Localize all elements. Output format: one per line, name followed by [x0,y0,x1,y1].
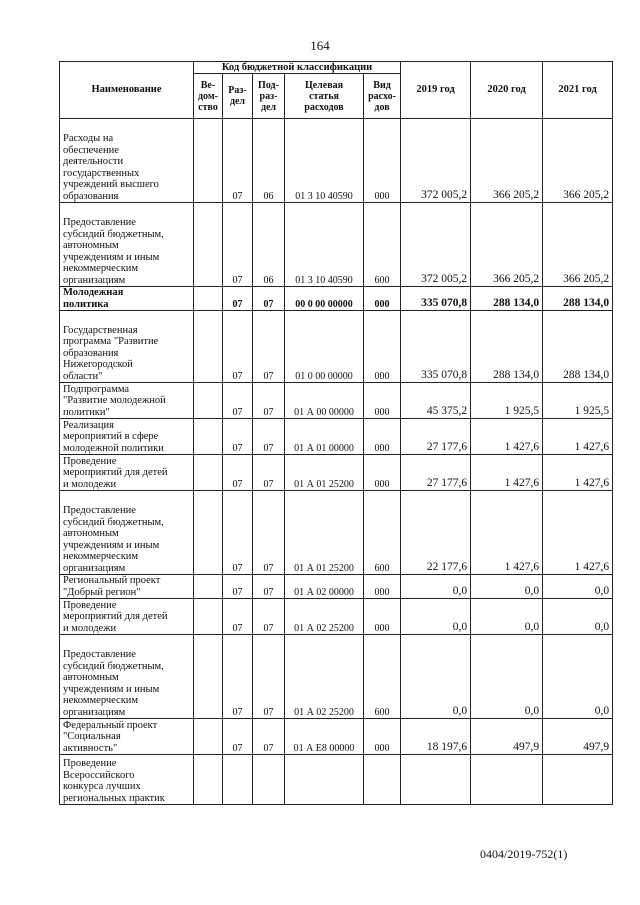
cell-subsection: 06 [253,119,285,203]
cell-subsection: 07 [253,575,285,599]
cell-2020: 1 427,6 [471,419,543,455]
row-name: Предоставление субсидий бюджетным, автономным учреждениям и иным некоммерческим организациям [60,491,194,575]
table-row [60,719,613,755]
cell-expense-type: 000 [364,419,401,455]
cell-2021: 288 134,0 [543,287,613,311]
row-name: Предоставление субсидий бюджетным, автономным учреждениям и иным некоммерческим организациям [60,635,194,719]
cell-subsection: 07 [253,455,285,491]
cell-subsection: 07 [253,635,285,719]
cell-department [194,491,223,575]
header-target-article: Целевая статья расходов [285,74,364,119]
cell-2019: 0,0 [401,575,471,599]
cell-expense-type: 000 [364,719,401,755]
cell-section [223,755,253,805]
cell-expense-type: 000 [364,575,401,599]
row-name: Региональный проект "Добрый регион" [60,575,194,599]
cell-2019: 335 070,8 [401,287,471,311]
cell-department [194,287,223,311]
header-expense-type: Вид расхо- дов [364,74,401,119]
cell-section: 07 [223,635,253,719]
cell-target-article: 01 А 02 25200 [285,599,364,635]
cell-2019 [401,755,471,805]
cell-expense-type: 600 [364,203,401,287]
cell-target-article: 00 0 00 00000 [285,287,364,311]
cell-target-article [285,755,364,805]
cell-department [194,203,223,287]
cell-2021: 366 205,2 [543,119,613,203]
cell-expense-type: 000 [364,119,401,203]
row-name: Расходы на обеспечение деятельности государственных учреждений высшего образования [60,119,194,203]
cell-department [194,755,223,805]
table-row [60,287,613,311]
page-number: 164 [310,38,330,53]
cell-expense-type: 000 [364,455,401,491]
cell-expense-type: 000 [364,287,401,311]
cell-target-article: 01 0 00 00000 [285,311,364,383]
header-2021: 2021 год [543,62,613,119]
cell-expense-type: 600 [364,491,401,575]
cell-subsection [253,755,285,805]
cell-section: 07 [223,419,253,455]
cell-2020: 0,0 [471,635,543,719]
cell-2020 [471,755,543,805]
cell-2019: 22 177,6 [401,491,471,575]
cell-subsection: 07 [253,383,285,419]
cell-2019: 45 375,2 [401,383,471,419]
cell-2019: 27 177,6 [401,419,471,455]
cell-2020: 0,0 [471,599,543,635]
cell-2020: 366 205,2 [471,203,543,287]
cell-2019: 18 197,6 [401,719,471,755]
cell-2020: 1 925,5 [471,383,543,419]
header-name: Наименование [60,62,194,119]
cell-subsection: 07 [253,719,285,755]
cell-target-article: 01 А 01 00000 [285,419,364,455]
table-row [60,119,613,203]
cell-2019: 0,0 [401,635,471,719]
row-name: Молодежная политика [60,287,194,311]
cell-target-article: 01 А 02 25200 [285,635,364,719]
header-podrazdel: Под- раз- дел [253,74,285,119]
cell-2021: 1 427,6 [543,419,613,455]
table-row [60,455,613,491]
cell-expense-type: 000 [364,599,401,635]
cell-department [194,311,223,383]
cell-subsection: 06 [253,203,285,287]
cell-subsection: 07 [253,491,285,575]
cell-section: 07 [223,575,253,599]
cell-2021: 1 427,6 [543,491,613,575]
cell-section: 07 [223,119,253,203]
cell-expense-type: 600 [364,635,401,719]
cell-subsection: 07 [253,287,285,311]
cell-2019: 372 005,2 [401,119,471,203]
cell-section: 07 [223,719,253,755]
cell-2019: 372 005,2 [401,203,471,287]
cell-2021: 1 925,5 [543,383,613,419]
cell-department [194,119,223,203]
table-row [60,491,613,575]
row-name: Подпрограмма "Развитие молодежной политики" [60,383,194,419]
cell-2019: 0,0 [401,599,471,635]
header-2019: 2019 год [401,62,471,119]
table-row [60,599,613,635]
header-2020: 2020 год [471,62,543,119]
table-row [60,755,613,805]
cell-section: 07 [223,383,253,419]
row-name: Предоставление субсидий бюджетным, автономным учреждениям и иным некоммерческим организациям [60,203,194,287]
table-row [60,311,613,383]
cell-section: 07 [223,455,253,491]
cell-department [194,575,223,599]
row-name: Реализация мероприятий в сфере молодежной политики [60,419,194,455]
row-name: Проведение мероприятий для детей и молодежи [60,599,194,635]
header-razdel: Раз- дел [223,74,253,119]
cell-expense-type: 000 [364,311,401,383]
cell-2021 [543,755,613,805]
cell-department [194,635,223,719]
cell-department [194,455,223,491]
cell-department [194,419,223,455]
cell-2021: 366 205,2 [543,203,613,287]
cell-target-article: 01 А 01 25200 [285,455,364,491]
table-row [60,635,613,719]
cell-target-article: 01 3 10 40590 [285,203,364,287]
cell-subsection: 07 [253,419,285,455]
table-row [60,383,613,419]
cell-target-article: 01 А 00 00000 [285,383,364,419]
cell-2020: 1 427,6 [471,455,543,491]
cell-2021: 0,0 [543,599,613,635]
cell-2021: 1 427,6 [543,455,613,491]
cell-2020: 288 134,0 [471,287,543,311]
row-name: Проведение Всероссийского конкурса лучших региональных практик [60,755,194,805]
cell-department [194,599,223,635]
cell-target-article: 01 А Е8 00000 [285,719,364,755]
cell-2020: 0,0 [471,575,543,599]
cell-section: 07 [223,287,253,311]
row-name: Проведение мероприятий для детей и молодежи [60,455,194,491]
cell-expense-type: 000 [364,383,401,419]
cell-subsection: 07 [253,311,285,383]
cell-target-article: 01 А 01 25200 [285,491,364,575]
cell-section: 07 [223,311,253,383]
cell-2021: 497,9 [543,719,613,755]
cell-2020: 366 205,2 [471,119,543,203]
budget-table [59,61,613,805]
header-vedomstvo: Ве- дом- ство [194,74,223,119]
table-row [60,203,613,287]
cell-2021: 0,0 [543,575,613,599]
cell-department [194,719,223,755]
cell-2021: 288 134,0 [543,311,613,383]
table-row [60,575,613,599]
cell-2019: 335 070,8 [401,311,471,383]
cell-2020: 288 134,0 [471,311,543,383]
cell-expense-type [364,755,401,805]
cell-subsection: 07 [253,599,285,635]
cell-section: 07 [223,491,253,575]
cell-2019: 27 177,6 [401,455,471,491]
cell-department [194,383,223,419]
cell-section: 07 [223,203,253,287]
cell-section: 07 [223,599,253,635]
row-name: Государственная программа "Развитие образования Нижегородской области" [60,311,194,383]
table-row [60,419,613,455]
cell-2020: 1 427,6 [471,491,543,575]
cell-target-article: 01 3 10 40590 [285,119,364,203]
cell-2020: 497,9 [471,719,543,755]
header-code-group: Код бюджетной классификации [194,62,401,74]
document-code: 0404/2019-752(1) [480,847,568,861]
cell-target-article: 01 А 02 00000 [285,575,364,599]
cell-2021: 0,0 [543,635,613,719]
row-name: Федеральный проект "Социальная активность" [60,719,194,755]
